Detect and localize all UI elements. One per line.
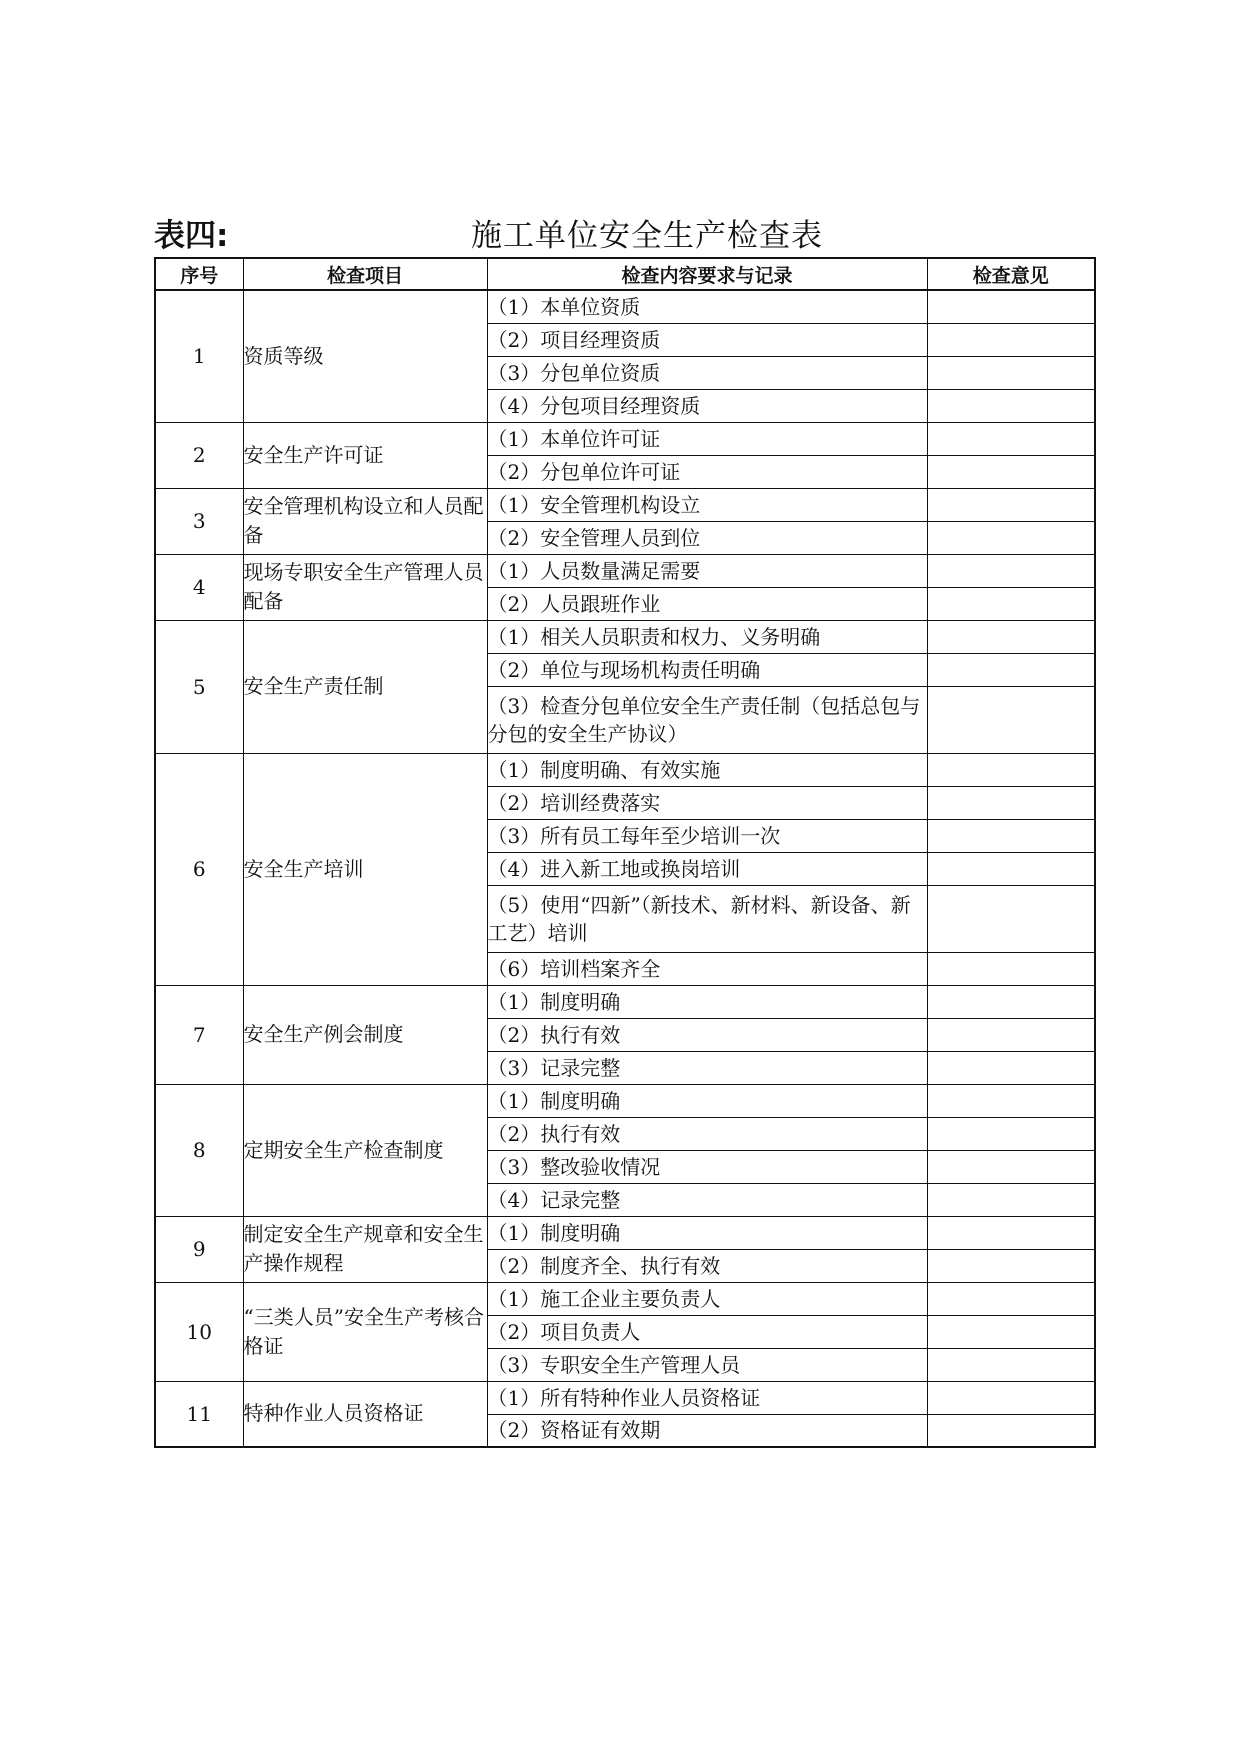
requirement-cell: （1）本单位资质	[487, 290, 927, 323]
requirement-cell: （2）执行有效	[487, 1117, 927, 1150]
opinion-cell[interactable]	[927, 1084, 1095, 1117]
inspection-item: 资质等级	[243, 290, 487, 422]
opinion-cell[interactable]	[927, 1282, 1095, 1315]
opinion-cell[interactable]	[927, 852, 1095, 885]
requirement-cell: （4）记录完整	[487, 1183, 927, 1216]
table-row	[155, 1282, 1095, 1315]
requirement-cell: （4）进入新工地或换岗培训	[487, 852, 927, 885]
row-number: 11	[155, 1381, 243, 1447]
opinion-cell[interactable]	[927, 521, 1095, 554]
row-number: 6	[155, 753, 243, 985]
table-row	[155, 1216, 1095, 1249]
requirement-cell: （1）制度明确	[487, 1084, 927, 1117]
requirement-cell: （1）制度明确	[487, 985, 927, 1018]
opinion-cell[interactable]	[927, 389, 1095, 422]
row-number: 4	[155, 554, 243, 620]
table-row	[155, 422, 1095, 455]
opinion-cell[interactable]	[927, 1150, 1095, 1183]
table-row	[155, 985, 1095, 1018]
inspection-item: 定期安全生产检查制度	[243, 1084, 487, 1216]
opinion-cell[interactable]	[927, 323, 1095, 356]
requirement-cell: （1）制度明确	[487, 1216, 927, 1249]
opinion-cell[interactable]	[927, 753, 1095, 786]
opinion-cell[interactable]	[927, 455, 1095, 488]
requirement-cell: （1）本单位许可证	[487, 422, 927, 455]
requirement-cell: （1）安全管理机构设立	[487, 488, 927, 521]
table-row	[155, 1381, 1095, 1414]
opinion-cell[interactable]	[927, 819, 1095, 852]
row-number: 3	[155, 488, 243, 554]
row-number: 2	[155, 422, 243, 488]
opinion-cell[interactable]	[927, 985, 1095, 1018]
heading-row	[154, 214, 1094, 258]
inspection-item: 安全管理机构设立和人员配备	[243, 488, 487, 554]
header-inspection-item: 检查项目	[243, 258, 487, 290]
inspection-item: 特种作业人员资格证	[243, 1381, 487, 1447]
requirement-cell: （2）项目经理资质	[487, 323, 927, 356]
opinion-cell[interactable]	[927, 1051, 1095, 1084]
opinion-cell[interactable]	[927, 885, 1095, 952]
opinion-cell[interactable]	[927, 290, 1095, 323]
requirement-cell: （5）使用“四新”（新技术、新材料、新设备、新工艺）培训	[487, 885, 927, 952]
inspection-item: 安全生产培训	[243, 753, 487, 985]
table-row	[155, 290, 1095, 323]
row-number: 5	[155, 620, 243, 753]
requirement-cell: （1）人员数量满足需要	[487, 554, 927, 587]
opinion-cell[interactable]	[927, 1315, 1095, 1348]
opinion-cell[interactable]	[927, 1414, 1095, 1447]
header-opinion: 检查意见	[927, 258, 1095, 290]
requirement-cell: （2）分包单位许可证	[487, 455, 927, 488]
requirement-cell: （3）所有员工每年至少培训一次	[487, 819, 927, 852]
row-number: 9	[155, 1216, 243, 1282]
opinion-cell[interactable]	[927, 653, 1095, 686]
table-row	[155, 488, 1095, 521]
inspection-item: 安全生产许可证	[243, 422, 487, 488]
opinion-cell[interactable]	[927, 1216, 1095, 1249]
requirement-cell: （1）相关人员职责和权力、义务明确	[487, 620, 927, 653]
inspection-table	[154, 257, 1096, 1448]
inspection-item: 现场专职安全生产管理人员配备	[243, 554, 487, 620]
requirement-cell: （1）制度明确、有效实施	[487, 753, 927, 786]
requirement-cell: （1）所有特种作业人员资格证	[487, 1381, 927, 1414]
opinion-cell[interactable]	[927, 1249, 1095, 1282]
opinion-cell[interactable]	[927, 422, 1095, 455]
opinion-cell[interactable]	[927, 952, 1095, 985]
requirement-cell: （2）人员跟班作业	[487, 587, 927, 620]
document-title: 施工单位安全生产检查表	[471, 218, 823, 254]
inspection-item: 安全生产例会制度	[243, 985, 487, 1084]
requirement-cell: （2）资格证有效期	[487, 1414, 927, 1447]
requirement-cell: （3）分包单位资质	[487, 356, 927, 389]
requirement-cell: （2）单位与现场机构责任明确	[487, 653, 927, 686]
opinion-cell[interactable]	[927, 488, 1095, 521]
table-label: 表四:	[154, 218, 229, 254]
table-row	[155, 1084, 1095, 1117]
requirement-cell: （2）项目负责人	[487, 1315, 927, 1348]
table-row	[155, 753, 1095, 786]
opinion-cell[interactable]	[927, 554, 1095, 587]
row-number: 7	[155, 985, 243, 1084]
requirement-cell: （3）记录完整	[487, 1051, 927, 1084]
opinion-cell[interactable]	[927, 1183, 1095, 1216]
opinion-cell[interactable]	[927, 620, 1095, 653]
requirement-cell: （6）培训档案齐全	[487, 952, 927, 985]
table-row	[155, 554, 1095, 587]
header-row	[155, 258, 1095, 290]
table-row	[155, 620, 1095, 653]
header-serial-number: 序号	[155, 258, 243, 290]
requirement-cell: （3）专职安全生产管理人员	[487, 1348, 927, 1381]
opinion-cell[interactable]	[927, 1117, 1095, 1150]
requirement-cell: （1）施工企业主要负责人	[487, 1282, 927, 1315]
header-requirements: 检查内容要求与记录	[487, 258, 927, 290]
requirement-cell: （3）检查分包单位安全生产责任制（包括总包与分包的安全生产协议）	[487, 686, 927, 753]
inspection-item: 安全生产责任制	[243, 620, 487, 753]
row-number: 8	[155, 1084, 243, 1216]
opinion-cell[interactable]	[927, 686, 1095, 753]
row-number: 10	[155, 1282, 243, 1381]
requirement-cell: （4）分包项目经理资质	[487, 389, 927, 422]
requirement-cell: （2）安全管理人员到位	[487, 521, 927, 554]
opinion-cell[interactable]	[927, 786, 1095, 819]
requirement-cell: （2）培训经费落实	[487, 786, 927, 819]
opinion-cell[interactable]	[927, 587, 1095, 620]
opinion-cell[interactable]	[927, 356, 1095, 389]
opinion-cell[interactable]	[927, 1018, 1095, 1051]
requirement-cell: （3）整改验收情况	[487, 1150, 927, 1183]
row-number: 1	[155, 290, 243, 422]
requirement-cell: （2）制度齐全、执行有效	[487, 1249, 927, 1282]
inspection-item: 制定安全生产规章和安全生产操作规程	[243, 1216, 487, 1282]
table-body	[155, 290, 1095, 1447]
opinion-cell[interactable]	[927, 1348, 1095, 1381]
requirement-cell: （2）执行有效	[487, 1018, 927, 1051]
opinion-cell[interactable]	[927, 1381, 1095, 1414]
inspection-item: “三类人员”安全生产考核合格证	[243, 1282, 487, 1381]
